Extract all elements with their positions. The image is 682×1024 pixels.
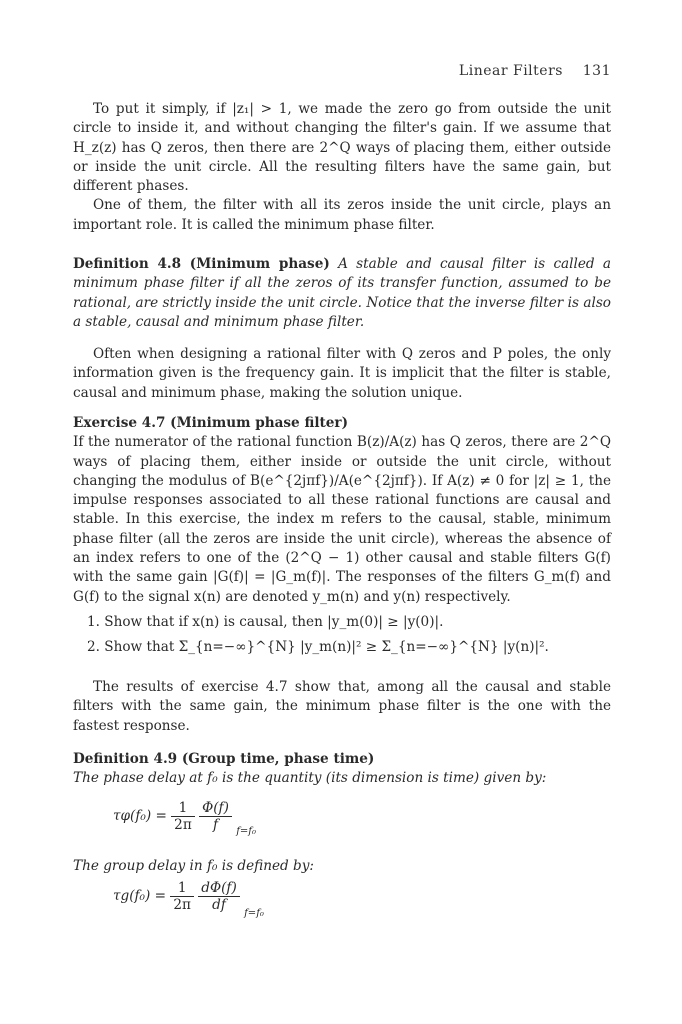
- group-delay-lhs: τg(f₀) =: [113, 888, 167, 904]
- phase-delay-frac-1: [171, 800, 195, 833]
- phase-delay-lhs: τφ(f₀) =: [113, 808, 167, 824]
- definition-4-9-group: [73, 857, 611, 876]
- exercise-4-7-title: Exercise 4.7 (Minimum phase filter): [73, 415, 349, 431]
- definition-4-9: [73, 750, 611, 789]
- paragraph-4: The results of exercise 4.7 show that, among all the causal and stable filters with the same gain, the minimum phase filter is the one with the fastest response.: [73, 679, 611, 734]
- phase-eval-point: f=f₀: [236, 826, 257, 837]
- definition-4-9-title: Definition 4.9 (Group time, phase time): [73, 751, 375, 767]
- paragraph-2: One of them, the filter with all its zeros inside the unit circle, plays an important role. It is called the minimum phase filter.: [73, 197, 611, 233]
- running-title: Linear Filters: [458, 63, 563, 79]
- paragraph-4-block: [73, 678, 611, 736]
- group-frac-1-den: 2π: [173, 897, 191, 913]
- paragraph-3-block: [73, 345, 611, 403]
- paragraph-1: To put it simply, if |z₁| > 1, we made the zero go from outside the unit circle to inside it, and without changing the filter's gain. If we assume that H_z(z) has Q zeros, then there are 2^Q ways of placing them, either outside or inside the unit circle. All the resulting filters have the same gain, but different phases.: [73, 101, 611, 195]
- exercise-item-1: 1. Show that if x(n) is causal, then |y_m(0)| ≥ |y(0)|.: [87, 613, 444, 630]
- group-frac-2-den: df: [212, 897, 226, 913]
- definition-4-8-body: A stable and causal filter is called a minimum phase filter if all the zeros of its transfer function, assumed to be rational, are strictly inside the unit circle. Notice that the inverse filter is also a stable, causal and minimum phase filter.: [73, 256, 611, 330]
- exercise-4-7-body: If the numerator of the rational function B(z)/A(z) has Q zeros, there are 2^Q ways of placing them, either inside or outside the unit circle, without changing the modulus of B(e^{2jπf})/A(e^{2jπf}). If A(z) ≠ 0 for |z| ≥ 1, the impulse responses associated to all these rational functions are causal and stable. In this exercise, the index m refers to the causal, stable, minimum phase filter (all the zeros are inside the unit circle), whereas the absence of an index refers to one of the (2^Q − 1) other causal and stable filters G(f) with the same gain |G(f)| = |G_m(f)|. The responses of the filters G_m(f) and G(f) to the signal x(n) are denoted y_m(n) and y(n) respectively.: [73, 434, 611, 605]
- phase-frac-1-num: 1: [171, 800, 195, 817]
- group-delay-frac-2: [198, 880, 240, 913]
- phase-delay-formula: [113, 800, 257, 837]
- page-number: 131: [582, 63, 611, 79]
- definition-4-8-title: Definition 4.8 (Minimum phase): [73, 256, 330, 272]
- definition-4-9-body-1: The phase delay at f₀ is the quantity (its dimension is time) given by:: [73, 770, 547, 787]
- group-frac-2-num: dΦ(f): [198, 880, 240, 897]
- phase-frac-2-den: f: [212, 817, 219, 833]
- phase-delay-frac-2: [199, 800, 232, 833]
- group-frac-1-num: 1: [170, 880, 194, 897]
- definition-4-9-body-2: The group delay in f₀ is defined by:: [73, 858, 315, 874]
- definition-4-8: [73, 255, 611, 332]
- running-header: [459, 63, 611, 79]
- exercise-item-2: 2. Show that Σ_{n=−∞}^{N} |y_m(n)|² ≥ Σ_{n=−∞}^{N} |y(n)|².: [87, 639, 549, 656]
- group-delay-formula: [113, 880, 264, 919]
- group-eval-point: f=f₀: [244, 908, 264, 919]
- group-delay-frac-1: [170, 880, 194, 913]
- exercise-4-7: [73, 414, 611, 658]
- intro-text: [73, 100, 611, 235]
- phase-frac-1-den: 2π: [174, 817, 192, 833]
- phase-frac-2-num: Φ(f): [199, 800, 232, 817]
- paragraph-3: Often when designing a rational filter with Q zeros and P poles, the only information given is the frequency gain. It is implicit that the filter is stable, causal and minimum phase, making the solution unique.: [73, 346, 611, 401]
